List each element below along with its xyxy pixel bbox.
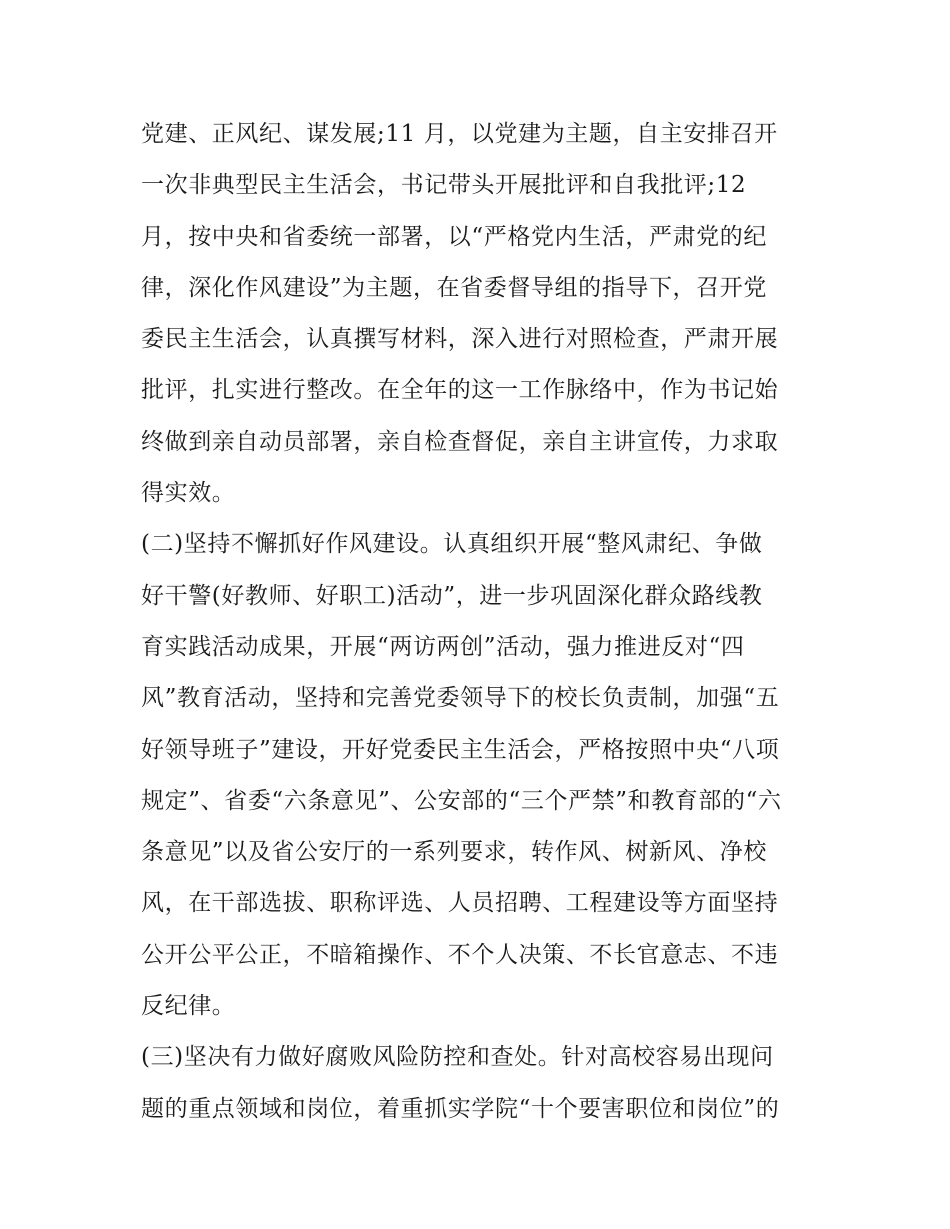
text-line: 委民主生活会，认真撰写材料，深入进行对照检查，严肃开展 (141, 326, 779, 353)
text-line: (三)坚决有力做好腐败风险防控和查处。针对高校容易出现问 (141, 1044, 774, 1071)
text-line: 育实践活动成果，开展“两访两创”活动，强力推进反对“四 (141, 633, 745, 660)
text-line: 党建、正风纪、谋发展;11 月，以党建为主题，自主安排召开 (141, 121, 778, 147)
document-body-text (141, 109, 821, 1135)
text-line: 好领导班子”建设，开好党委民主生活会，严格按照中央“八项 (141, 736, 780, 763)
text-line: 风，在干部选拔、职称评选、人员招聘、工程建设等方面坚持 (141, 890, 779, 917)
text-line: 批评，扎实进行整改。在全年的这一工作脉络中，作为书记始 (141, 377, 779, 404)
text-line: 题的重点领域和岗位，着重抓实学院“十个要害职位和岗位”的 (141, 1095, 780, 1122)
text-line: 公开公平公正，不暗箱操作、不个人决策、不长官意志、不违 (141, 941, 779, 968)
text-line: 终做到亲自动员部署，亲自检查督促，亲自主讲宣传，力求取 (141, 428, 779, 455)
text-line: 规定”、省委“六条意见”、公安部的“三个严禁”和教育部的“六 (141, 787, 782, 814)
text-line: 得实效。 (141, 480, 236, 507)
text-line: 条意见”以及省公安厅的一系列要求，转作风、树新风、净校 (141, 839, 767, 866)
text-line: 反纪律。 (141, 993, 236, 1020)
text-line: 好干警(好教师、好职工)活动”，进一步巩固深化群众路线教 (141, 582, 763, 609)
text-line: 月，按中央和省委统一部署，以“严格党内生活，严肃党的纪 (141, 223, 767, 250)
text-line: 律，深化作风建设”为主题，在省委督导组的指导下，召开党 (141, 274, 767, 301)
text-line: 风”教育活动，坚持和完善党委领导下的校长负责制，加强“五 (141, 685, 780, 712)
text-line: 一次非典型民主生活会，书记带头开展批评和自我批评;12 (141, 172, 747, 199)
text-line: (二)坚持不懈抓好作风建设。认真组织开展“整风肃纪、争做 (141, 531, 763, 558)
